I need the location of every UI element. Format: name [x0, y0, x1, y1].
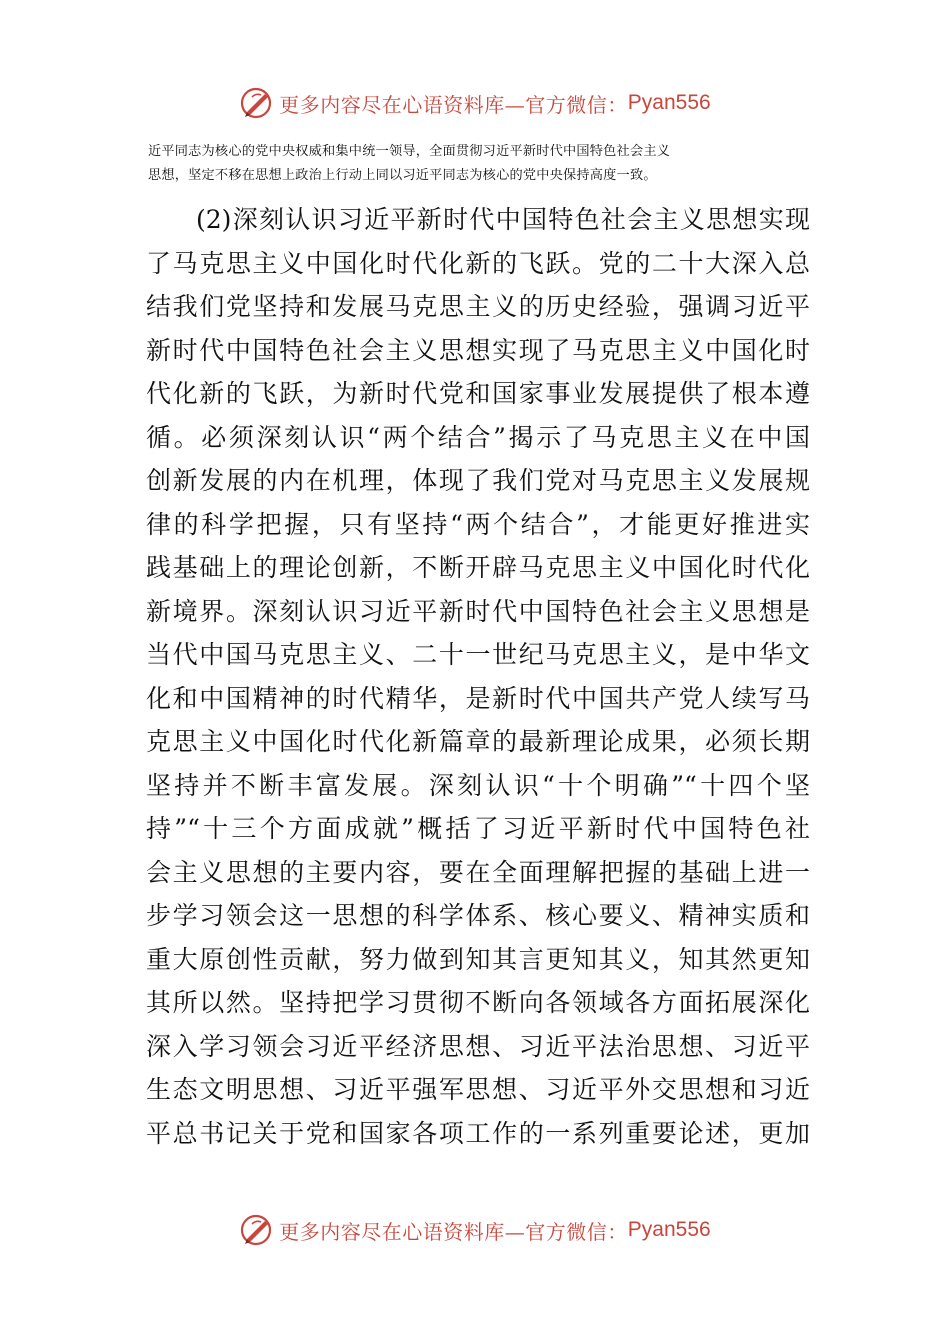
- watermark-account: Pyan556: [627, 1218, 711, 1241]
- body-line: 了马克思主义中国化时代化新的飞跃。党的二十大深入总: [146, 248, 810, 278]
- body-line: 践基础上的理论创新，不断开辟马克思主义中国化时代化: [146, 553, 810, 582]
- watermark-account: Pyan556: [627, 91, 711, 114]
- body-line: 重大原创性贡献，努力做到知其言更知其义，知其然更知: [146, 944, 810, 974]
- body-line: 循。必须深刻认识“两个结合”揭示了马克思主义在中国: [146, 422, 810, 452]
- body-line: 生态文明思想、习近平强军思想、习近平外交思想和习近: [146, 1075, 810, 1104]
- body-line: 持”“十三个方面成就”概括了习近平新时代中国特色社: [146, 814, 810, 843]
- header-watermark: [0, 83, 950, 123]
- pen-logo-icon: [239, 85, 275, 121]
- body-line: 新时代中国特色社会主义思想实现了马克思主义中国化时: [146, 335, 810, 365]
- intro-line: 思想，坚定不移在思想上政治上行动上同以习近平同志为核心的党中央保持高度一致。: [148, 168, 657, 183]
- body-line: 结我们党坚持和发展马克思主义的历史经验，强调习近平: [146, 292, 810, 321]
- intro-line: 近平同志为核心的党中央权威和集中统一领导，全面贯彻习近平新时代中国特色社会主义: [148, 144, 671, 159]
- body-line: 化和中国精神的时代精华，是新时代中国共产党人续写马: [146, 683, 810, 713]
- intro-paragraph: [148, 140, 808, 188]
- body-line: 代化新的飞跃，为新时代党和国家事业发展提供了根本遵: [146, 379, 810, 408]
- watermark-text: 更多内容尽在心语资料库—官方微信：: [279, 1219, 628, 1244]
- pen-logo-icon: [239, 1212, 275, 1248]
- body-line: 律的科学把握，只有坚持“两个结合”，才能更好推进实: [146, 509, 810, 539]
- body-line: 创新发展的内在机理，体现了我们党对马克思主义发展规: [146, 466, 810, 495]
- body-line: 深入学习领会习近平经济思想、习近平法治思想、习近平: [146, 1031, 810, 1061]
- body-line: 当代中国马克思主义、二十一世纪马克思主义，是中华文: [146, 640, 810, 669]
- body-line: 其所以然。坚持把学习贯彻不断向各领域各方面拓展深化: [146, 988, 810, 1017]
- body-line: 会主义思想的主要内容，要在全面理解把握的基础上进一: [146, 857, 810, 887]
- footer-watermark: [0, 1210, 950, 1250]
- watermark-text: 更多内容尽在心语资料库—官方微信：: [279, 92, 628, 117]
- body-line: 克思主义中国化时代化新篇章的最新理论成果，必须长期: [146, 727, 810, 756]
- body-line: 步学习领会这一思想的科学体系、核心要义、精神实质和: [146, 901, 810, 930]
- body-line: 新境界。深刻认识习近平新时代中国特色社会主义思想是: [146, 596, 810, 626]
- body-line: 平总书记关于党和国家各项工作的一系列重要论述，更加: [146, 1118, 810, 1148]
- main-paragraph: [146, 198, 810, 1155]
- body-line: (2)深刻认识习近平新时代中国特色社会主义思想实现: [196, 205, 810, 234]
- body-line: 坚持并不断丰富发展。深刻认识“十个明确”“十四个坚: [146, 770, 810, 800]
